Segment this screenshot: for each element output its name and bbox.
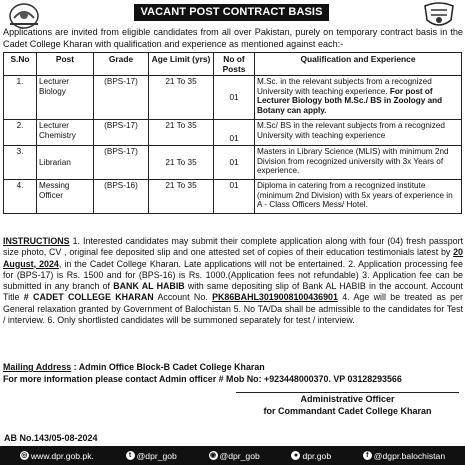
qualification-text: M.Sc. in the relevant subjects from a recognized University with teaching experience. <box>257 77 432 96</box>
dpr-text: dpr.gob <box>302 450 332 461</box>
header-no-of-posts: No of Posts <box>214 53 255 76</box>
website-text: www.dpr.gob.pk. <box>30 450 94 461</box>
post-name: Librarian <box>39 157 71 167</box>
mailing-label: Mailing Address <box>3 362 72 372</box>
header-qualification: Qualification and Experience <box>255 53 462 76</box>
header-sno: S.No <box>4 53 37 76</box>
table-row <box>4 76 462 120</box>
cell-post: Lecturer Chemistry <box>37 120 94 146</box>
account-title: # CADET COLLEGE KHARAN <box>23 292 154 303</box>
account-number: PK86BAHL3019008100436901 <box>212 292 338 303</box>
signature-block <box>232 393 463 417</box>
instructions-text-1: 1. Interested candidates may submit their complete application along with four (04) fresh passport size photo, CV , original fee deposited slip and one attested set of copies of their education testimonials latest by <box>3 236 463 258</box>
signature-organization: for Commandant Cadet College Kharan <box>263 406 432 416</box>
cell-age: 21 To 35 <box>149 180 214 214</box>
cell-post <box>37 146 94 180</box>
cell-grade: (BPS-17) <box>94 146 149 180</box>
twitter-icon: t <box>126 451 135 460</box>
footer-bar <box>0 446 465 465</box>
footer-dpr[interactable] <box>291 451 331 461</box>
header-age-limit: Age Limit (yrs) <box>149 53 214 76</box>
cell-sno: 2. <box>4 120 37 146</box>
header-post: Post <box>37 53 94 76</box>
mailing-value: : Admin Office Block-B Cadet College Kharan <box>71 362 265 372</box>
qualification-note: For post of Lecturer Biology both M.Sc./ BS in Zoology and Botany can apply. <box>257 86 443 115</box>
cell-qualification: Masters in Library Science (MLIS) with minimum 2nd Division from recognized university with 3x Years of experience. <box>255 146 462 180</box>
instructions-paragraph <box>3 236 463 326</box>
posts-count: 01 <box>229 134 239 144</box>
cell-post: Lecturer Biology <box>37 76 94 120</box>
intro-text: Applications are invited from eligible candidates from all over Pakistan, purely on temporary contract basis in the Cadet College Kharan with qualification and experience as mentioned against each:- <box>3 27 463 49</box>
footer-twitter[interactable] <box>126 451 177 461</box>
cell-sno: 1. <box>4 76 37 120</box>
cell-posts <box>214 146 255 180</box>
cell-qualification <box>255 76 462 120</box>
table-row <box>4 120 462 146</box>
cell-qualification: M.Sc/ BS in the relevant subjects from a recognized University with teaching experience <box>255 120 462 146</box>
footer-facebook[interactable] <box>363 451 445 461</box>
reference-number: AB No.143/05-08-2024 <box>4 433 98 443</box>
instagram-icon: ◉ <box>209 452 217 459</box>
bank-name: BANK AL HABIB <box>113 281 185 292</box>
signature-title: Administrative Officer <box>300 394 395 404</box>
header-grade: Grade <box>94 53 149 76</box>
cell-posts <box>214 120 255 146</box>
cell-sno: 4. <box>4 180 37 214</box>
cell-post: Messing Officer <box>37 180 94 214</box>
vacancy-table <box>3 52 462 214</box>
facebook-text: @dgpr.balochistan <box>373 450 446 461</box>
age-value: 21 To 35 <box>165 157 197 167</box>
instructions-text-5: 4. Age will be treated as per General relaxation granted by Government of Balochistan 5. No TA/Da shall be admissible to the candidates for Test / interview. 6. Only shortlisted candidates will be summoned separately for test / interview. <box>3 292 463 326</box>
posts-count: 01 <box>229 157 239 167</box>
footer-instagram[interactable] <box>209 451 260 461</box>
cell-qualification: Diploma in catering from a recognized institute (minimum 2nd Division) with 5x years of experience in A - Class Officers Mess/ Hotel. <box>255 180 462 214</box>
cell-age <box>149 146 214 180</box>
cell-grade: (BPS-17) <box>94 76 149 120</box>
globe-icon: ◎ <box>21 452 28 459</box>
table-header-row <box>4 53 462 76</box>
deadline-date: 20 August, 2024 <box>3 247 463 269</box>
instructions-label: INSTRUCTIONS <box>3 236 70 246</box>
cell-grade: (BPS-17) <box>94 120 149 146</box>
instructions-text-2: , in the Cadet College Kharan. Late applications will not be entertained. 2. Application processing fee for (BPS-17) is Rs. 1500 and for (BPS-16) is Rs. 1000.(Application fees not refundable) 3. Application fee can be submitted in any branch of <box>3 258 463 292</box>
cell-grade: (BPS-16) <box>94 180 149 214</box>
table-row <box>4 146 462 180</box>
cell-posts <box>214 76 255 120</box>
cell-sno: 3. <box>4 146 37 180</box>
footer-website[interactable] <box>20 451 94 461</box>
page-title: VACANT POST CONTRACT BASIS <box>134 4 329 21</box>
cell-age: 21 To 35 <box>149 120 214 146</box>
instagram-text: @dpr_gob <box>219 450 260 461</box>
cell-posts: 01 <box>214 180 255 214</box>
cell-age: 21 To 35 <box>149 76 214 120</box>
posts-count: 01 <box>229 92 239 102</box>
instructions-text-3: with same depositing slip of Bank AL HABIB in the account. Account Title <box>3 281 464 303</box>
instructions-text-4: Account No. <box>153 292 213 303</box>
table-row <box>4 180 462 214</box>
facebook-icon: f <box>363 451 372 460</box>
dpr-app-icon: ● <box>291 451 300 460</box>
contact-info: For more information please contact Admin officer # Mob No: +923448000370. VP 03128293566 <box>3 374 402 384</box>
twitter-text: @dpr_gob <box>136 450 177 461</box>
mailing-address <box>3 362 463 373</box>
